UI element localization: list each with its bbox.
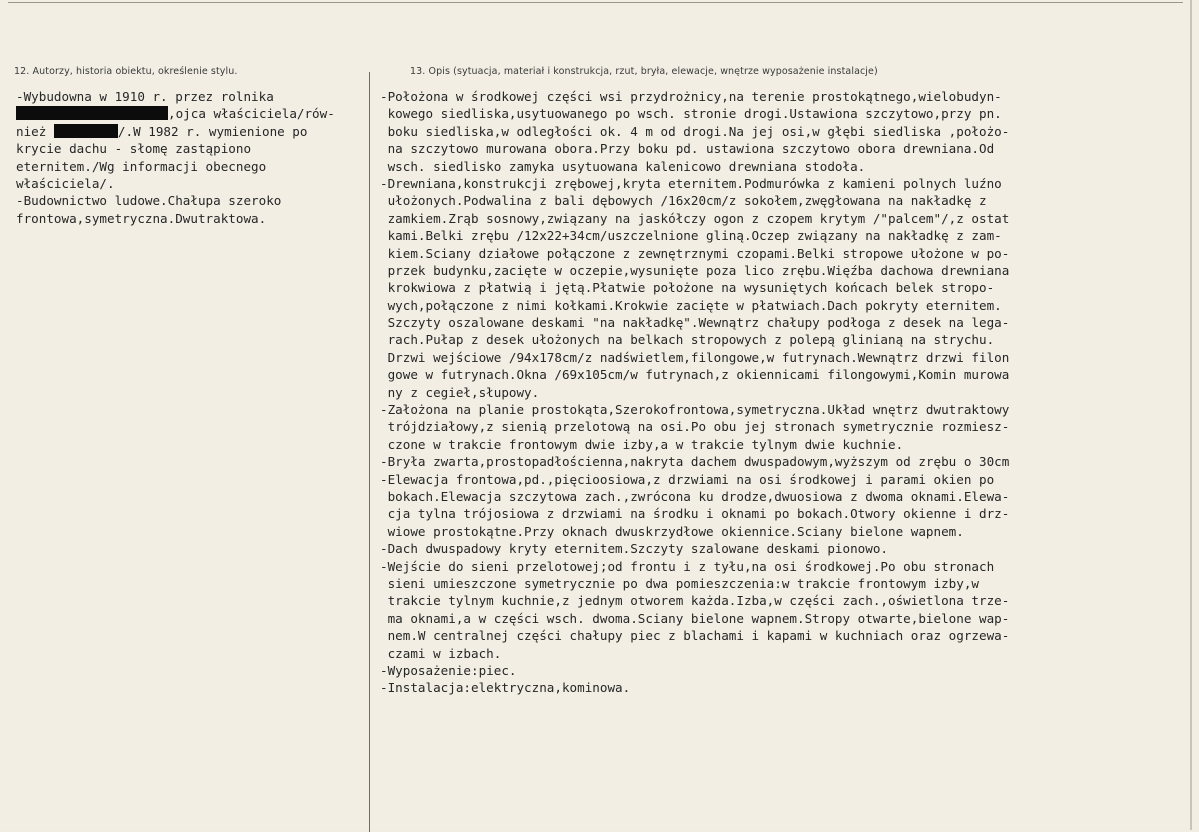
text-line (16, 123, 366, 140)
section-13-header: 13. Opis (sytuacja, materiał i konstrukcja, rzut, bryła, elewacje, wnętrze wyposażenie instalacje) (410, 66, 878, 77)
text-line: na szczytowo murowana obora.Przy boku pd. ustawiona szczytowo obora drewniana.Od (380, 141, 995, 157)
text-line (16, 105, 366, 122)
text-line: ny z cegieł,słupowy. (380, 384, 540, 400)
redaction-bar (54, 124, 118, 138)
text-line: -Budownictwo ludowe.Chałupa szeroko (16, 193, 282, 209)
text-line: Drzwi wejściowe /94x178cm/z nadświetlem,filongowe,w futrynach.Wewnątrz drzwi filon (380, 349, 1010, 365)
text-line: eternitem./Wg informacji obecnego (16, 158, 267, 174)
text-line: krokwiowa z płatwią i jętą.Płatwie położone na wysuniętych końcach belek stropo- (380, 280, 995, 296)
left-text-lines (16, 140, 366, 227)
top-rule (8, 2, 1183, 3)
section-12-text (16, 88, 366, 227)
text-line: sieni umieszczone symetrycznie po dwa pomieszczenia:w trakcie frontowym izby,w (380, 575, 979, 591)
text-fragment: nież (16, 123, 54, 139)
text-line: -Położona w środkowej części wsi przydrożnicy,na terenie prostokątnego,wielobudyn- (380, 89, 1002, 104)
text-line: trakcie tylnym kuchnie,z jednym otworem każda.Izba,w części zach.,oświetlona trze- (380, 593, 1010, 609)
text-line: wsch. siedlisko zamyka usytuowana kalenicowo drewniana stodoła. (380, 158, 866, 174)
text-line: cja tylna trójosiowa z drzwiami na środku i oknami po bokach.Otwory okienne i drz- (380, 506, 1010, 522)
text-line: kami.Belki zrębu /12x22+34cm/uszczelnione gliną.Oczep związany na nakładkę z zam- (380, 228, 1002, 244)
text-line: -Instalacja:elektryczna,kominowa. (380, 680, 631, 696)
text-line: frontowa,symetryczna.Dwutraktowa. (16, 210, 267, 226)
text-line: kiem.Sciany działowe połączone z zewnętrznymi czopami.Belki stropowe ułożone w po- (380, 245, 1010, 261)
text-line: ułożonych.Podwalina z bali dębowych /16x20cm/z sokołem,zwęgłowana na nakładkę z (380, 193, 987, 209)
section-12-header: 12. Autorzy, historia obiektu, określenie stylu. (14, 66, 238, 77)
text-line: krycie dachu - słomę zastąpiono (16, 141, 252, 157)
card-edge (1190, 0, 1192, 830)
text-line: -Założona na planie prostokąta,Szerokofrontowa,symetryczna.Układ wnętrz dwutraktowy (380, 402, 1010, 418)
text-line: bokach.Elewacja szczytowa zach.,zwrócona ku drodze,dwuosiowa z dwoma oknami.Elewa- (380, 488, 1010, 504)
column-divider (369, 72, 370, 832)
text-line: trójdziałowy,z sienią przelotową na osi.Po obu jej stronach symetrycznie rozmiesz- (380, 419, 1010, 435)
text-line: -Elewacja frontowa,pd.,pięcioosiowa,z drzwiami na osi środkowej i parami okien po (380, 471, 995, 487)
text-fragment: ,ojca właściciela/rów- (168, 106, 335, 122)
text-line: kowego siedliska,usytuowanego po wsch. stronie drogi.Ustawiona szczytowo,przy pn. (380, 106, 1002, 122)
text-line: ma oknami,a w części wsch. dwoma.Sciany bielone wapnem.Stropy otwarte,bielone wap- (380, 610, 1010, 626)
text-line: -Drewniana,konstrukcji zrębowej,kryta eternitem.Podmurówka z kamieni polnych luźno (380, 175, 1002, 191)
text-line: wych,połączone z nimi kołkami.Krokwie zacięte w płatwiach.Dach pokryty eternitem. (380, 297, 1002, 313)
text-line: przek budynku,zacięte w oczepie,wysunięte poza lico zrębu.Więźba dachowa drewniana (380, 262, 1010, 278)
text-line: -Wybudowna w 1910 r. przez rolnika (16, 89, 274, 104)
text-line: -Dach dwuspadowy kryty eternitem.Szczyty szalowane deskami pionowo. (380, 541, 888, 557)
text-line: czami w izbach. (380, 645, 502, 661)
section-13-text (380, 88, 1188, 697)
text-line: -Wejście do sieni przelotowej;od frontu i z tyłu,na osi środkowej.Po obu stronach (380, 558, 995, 574)
text-line: nem.W centralnej części chałupy piec z blachami i kapami w kuchniach oraz ogrzewa- (380, 628, 1010, 644)
text-line: -Wyposażenie:piec. (380, 662, 517, 678)
text-line: właściciela/. (16, 175, 115, 191)
text-line: gowe w futrynach.Okna /69x105cm/w futrynach,z okiennicami filongowymi,Komin murowa (380, 367, 1010, 383)
text-line: czone w trakcie frontowym dwie izby,a w trakcie tylnym dwie kuchnie. (380, 436, 904, 452)
text-line: zamkiem.Zrąb sosnowy,związany na jaskółczy ogon z czopem krytym /"palcem"/,z ostat (380, 210, 1010, 226)
text-line: rach.Pułap z desek ułożonych na belkach stropowych z polepą glinianą na strychu. (380, 332, 995, 348)
redaction-bar (16, 106, 168, 120)
text-fragment: /.W 1982 r. wymienione po (117, 123, 308, 139)
text-line: Szczyty oszalowane deskami "na nakładkę".Wewnątrz chałupy podłoga z desek na lega- (380, 315, 1010, 331)
text-line: -Bryła zwarta,prostopadłościenna,nakryta dachem dwuspadowym,wyższym od zrębu o 30cm (380, 454, 1010, 470)
text-line: boku siedliska,w odległości ok. 4 m od drogi.Na jej osi,w głębi siedliska ,położo- (380, 123, 1010, 139)
text-line: wiowe prostokątne.Przy oknach dwuskrzydłowe okiennice.Sciany bielone wapnem. (380, 523, 964, 539)
